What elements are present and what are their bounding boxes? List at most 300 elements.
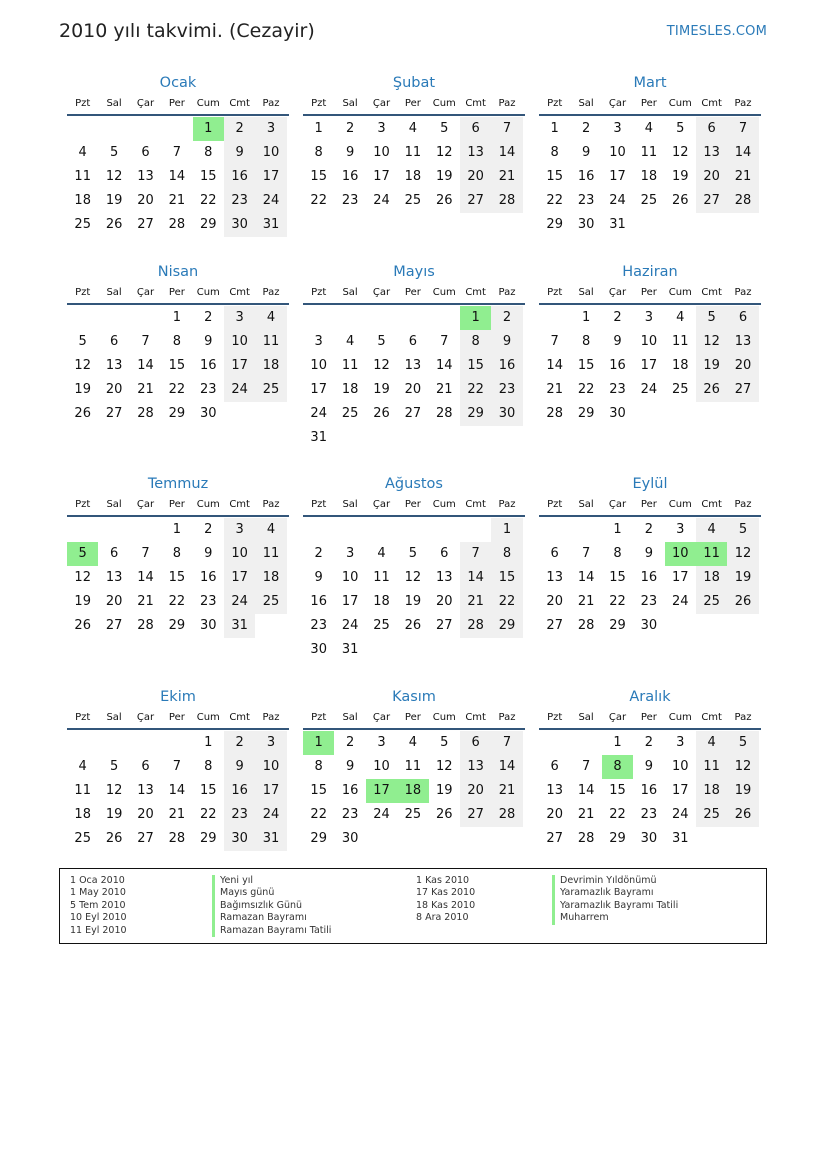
- month-name: Ocak: [159, 75, 197, 91]
- day-cell: 14: [137, 358, 154, 373]
- day-cell: 14: [460, 566, 491, 590]
- day-cell: 30: [640, 831, 658, 846]
- day-cell: 18: [696, 779, 727, 803]
- day-cell: 25: [640, 193, 658, 208]
- weekday-label: Çar: [372, 98, 391, 109]
- month-block: [539, 473, 761, 638]
- empty-cell: [397, 518, 428, 542]
- legend-holiday-name: Yaramazlık Bayramı Tatili: [552, 900, 678, 912]
- day-cell: 17: [255, 165, 286, 189]
- day-cell: 22: [609, 594, 626, 609]
- weekday-label: Cum: [668, 98, 692, 109]
- day-cell: 1: [204, 735, 213, 750]
- day-cell: 6: [460, 731, 491, 755]
- day-cell: 24: [373, 193, 390, 208]
- day-cell: 20: [137, 193, 154, 208]
- day-cell: 5: [696, 306, 727, 330]
- day-grid: [303, 518, 525, 662]
- day-cell: 5: [440, 121, 449, 136]
- day-cell: 28: [546, 406, 563, 421]
- day-cell: 26: [74, 406, 91, 421]
- day-cell: 6: [141, 759, 150, 774]
- weekday-label: Paz: [262, 499, 280, 510]
- weekday-label: Cum: [668, 499, 692, 510]
- weekday-label: Cum: [196, 98, 220, 109]
- weekday-label: Sal: [106, 287, 122, 298]
- day-cell: 21: [137, 594, 154, 609]
- day-cell: 26: [105, 217, 123, 232]
- day-cell: 17: [609, 169, 626, 184]
- day-cell: 28: [577, 618, 595, 633]
- weekday-label: Cmt: [701, 98, 722, 109]
- day-cell: 13: [546, 783, 563, 798]
- day-cell: 26: [404, 618, 422, 633]
- day-cell: 16: [341, 169, 359, 184]
- day-cell: 11: [696, 755, 727, 779]
- weekday-label: Çar: [608, 499, 627, 510]
- day-cell: 4: [255, 306, 286, 330]
- day-cell: 23: [577, 193, 595, 208]
- day-cell: 15: [310, 169, 327, 184]
- day-cell: 24: [224, 378, 255, 402]
- day-grid: [539, 306, 761, 426]
- empty-cell: [98, 117, 129, 141]
- day-cell: 30: [609, 406, 626, 421]
- weekday-label: Sal: [342, 499, 358, 510]
- day-cell: 8: [613, 546, 622, 561]
- day-cell: 14: [491, 141, 522, 165]
- day-cell: 17: [373, 169, 390, 184]
- legend-date: 17 Kas 2010: [416, 887, 476, 899]
- day-cell: 29: [609, 618, 626, 633]
- weekday-label: Çar: [136, 287, 155, 298]
- day-cell: 24: [255, 803, 286, 827]
- day-cell: 25: [373, 618, 390, 633]
- day-cell: 23: [341, 193, 359, 208]
- weekday-label: Çar: [608, 98, 627, 109]
- day-cell: 15: [609, 570, 626, 585]
- day-cell: 6: [460, 117, 491, 141]
- day-cell: 4: [408, 121, 417, 136]
- day-cell: 10: [255, 141, 286, 165]
- day-cell: 25: [255, 378, 286, 402]
- holiday-day-cell: 1: [460, 306, 491, 330]
- day-cell: 2: [224, 731, 255, 755]
- weekday-label: Cum: [668, 712, 692, 723]
- day-cell: 2: [204, 522, 213, 537]
- day-grid: [539, 731, 761, 851]
- month-name: Mart: [633, 75, 667, 91]
- day-cell: 17: [224, 566, 255, 590]
- month-block: [67, 473, 289, 638]
- day-cell: 6: [109, 334, 119, 349]
- day-cell: 13: [404, 358, 422, 373]
- day-cell: 24: [671, 594, 689, 609]
- weekday-label: Per: [168, 499, 185, 510]
- day-cell: 18: [404, 169, 422, 184]
- day-cell: 6: [440, 546, 449, 561]
- day-cell: 11: [341, 358, 359, 373]
- day-cell: 22: [546, 193, 563, 208]
- day-cell: 18: [671, 358, 689, 373]
- month-block: [539, 261, 761, 426]
- weekday-label: Per: [404, 98, 421, 109]
- legend-holiday-name: Bağımsızlık Günü: [212, 900, 331, 912]
- legend-holiday-name: Yaramazlık Bayramı: [552, 887, 678, 899]
- weekday-label: Çar: [372, 287, 391, 298]
- month-name: Kasım: [392, 689, 436, 705]
- day-cell: 7: [727, 117, 758, 141]
- day-cell: 15: [546, 169, 563, 184]
- day-cell: 11: [373, 570, 390, 585]
- day-cell: 2: [345, 735, 355, 750]
- day-cell: 19: [727, 779, 758, 803]
- day-cell: 19: [74, 382, 91, 397]
- day-cell: 14: [727, 141, 758, 165]
- day-cell: 17: [310, 382, 327, 397]
- day-grid: [539, 518, 761, 638]
- day-cell: 30: [199, 618, 217, 633]
- day-cell: 14: [168, 169, 186, 184]
- weekday-label: Cum: [432, 499, 456, 510]
- day-cell: 30: [310, 642, 327, 657]
- day-cell: 9: [345, 145, 355, 160]
- month-name: Ekim: [160, 689, 196, 705]
- weekday-header: [303, 96, 525, 116]
- weekday-label: Sal: [578, 499, 594, 510]
- day-cell: 3: [224, 306, 255, 330]
- day-cell: 13: [137, 783, 154, 798]
- day-cell: 16: [640, 783, 658, 798]
- day-cell: 21: [168, 807, 186, 822]
- day-cell: 4: [345, 334, 355, 349]
- day-cell: 25: [74, 217, 91, 232]
- weekday-header: [67, 96, 289, 116]
- weekday-label: Cmt: [229, 499, 250, 510]
- month-block: [67, 72, 289, 237]
- day-cell: 20: [105, 594, 123, 609]
- weekday-label: Çar: [608, 287, 627, 298]
- day-cell: 27: [137, 831, 154, 846]
- day-cell: 23: [199, 594, 217, 609]
- day-cell: 21: [168, 193, 186, 208]
- day-cell: 1: [550, 121, 559, 136]
- weekday-label: Cum: [432, 712, 456, 723]
- day-cell: 18: [373, 594, 390, 609]
- day-cell: 28: [168, 831, 186, 846]
- day-cell: 4: [255, 518, 286, 542]
- day-cell: 7: [581, 759, 591, 774]
- legend-date: 1 Oca 2010: [70, 875, 125, 886]
- day-cell: 18: [255, 354, 286, 378]
- day-grid: [539, 117, 761, 237]
- weekday-label: Cmt: [465, 499, 486, 510]
- day-cell: 12: [105, 169, 123, 184]
- day-cell: 19: [727, 566, 758, 590]
- day-grid: [303, 731, 525, 851]
- day-cell: 22: [199, 807, 217, 822]
- legend-holiday-name: Muharrem: [552, 912, 678, 924]
- day-cell: 20: [696, 165, 727, 189]
- day-cell: 22: [199, 193, 217, 208]
- day-cell: 4: [78, 759, 87, 774]
- day-cell: 1: [172, 522, 181, 537]
- weekday-label: Paz: [734, 712, 752, 723]
- day-cell: 22: [310, 193, 327, 208]
- page-title: 2010 yılı takvimi. (Cezayir): [59, 20, 315, 42]
- day-cell: 15: [491, 566, 522, 590]
- legend-right-names: [552, 875, 678, 925]
- weekday-label: Cmt: [701, 287, 722, 298]
- day-cell: 9: [204, 334, 213, 349]
- day-cell: 28: [491, 803, 522, 827]
- month-name: Haziran: [622, 264, 678, 280]
- weekday-label: Çar: [372, 712, 391, 723]
- day-cell: 7: [460, 542, 491, 566]
- weekday-label: Cum: [196, 712, 220, 723]
- day-cell: 2: [491, 306, 522, 330]
- day-cell: 26: [727, 590, 758, 614]
- day-cell: 27: [696, 189, 727, 213]
- day-cell: 23: [640, 807, 658, 822]
- day-cell: 16: [609, 358, 626, 373]
- empty-cell: [98, 306, 129, 330]
- day-cell: 7: [141, 334, 150, 349]
- empty-cell: [429, 306, 460, 330]
- day-cell: 22: [310, 807, 327, 822]
- day-cell: 17: [640, 358, 658, 373]
- day-cell: 11: [640, 145, 658, 160]
- day-cell: 20: [546, 807, 563, 822]
- day-cell: 28: [435, 406, 453, 421]
- day-cell: 14: [577, 783, 595, 798]
- day-cell: 2: [314, 546, 323, 561]
- day-cell: 8: [581, 334, 591, 349]
- day-cell: 1: [491, 518, 522, 542]
- month-name: Eylül: [632, 476, 668, 492]
- day-cell: 29: [546, 217, 563, 232]
- month-block: [303, 473, 525, 662]
- day-cell: 10: [609, 145, 626, 160]
- day-cell: 20: [404, 382, 422, 397]
- day-cell: 24: [609, 193, 626, 208]
- weekday-label: Per: [168, 712, 185, 723]
- month-block: [67, 261, 289, 426]
- day-cell: 15: [577, 358, 595, 373]
- day-cell: 21: [577, 594, 595, 609]
- empty-cell: [67, 306, 98, 330]
- day-cell: 10: [224, 542, 255, 566]
- day-cell: 1: [172, 310, 181, 325]
- day-cell: 11: [404, 145, 422, 160]
- day-cell: 18: [74, 193, 91, 208]
- day-cell: 8: [460, 330, 491, 354]
- day-cell: 19: [373, 382, 390, 397]
- day-cell: 30: [491, 402, 522, 426]
- day-cell: 19: [105, 193, 123, 208]
- day-grid: [67, 518, 289, 638]
- day-cell: 23: [609, 382, 626, 397]
- day-cell: 6: [696, 117, 727, 141]
- day-cell: 12: [404, 570, 422, 585]
- day-cell: 20: [137, 807, 154, 822]
- day-cell: 3: [255, 117, 286, 141]
- day-cell: 3: [224, 518, 255, 542]
- site-link[interactable]: TIMESLES.COM: [666, 24, 767, 39]
- day-cell: 8: [314, 145, 323, 160]
- day-cell: 13: [460, 755, 491, 779]
- month-name: Ağustos: [385, 476, 443, 492]
- day-cell: 29: [168, 618, 186, 633]
- day-cell: 8: [172, 334, 181, 349]
- day-cell: 27: [404, 406, 422, 421]
- weekday-label: Pzt: [311, 98, 327, 109]
- day-cell: 20: [435, 594, 453, 609]
- day-cell: 24: [255, 189, 286, 213]
- weekday-label: Cmt: [701, 499, 722, 510]
- day-cell: 10: [640, 334, 658, 349]
- weekday-label: Pzt: [75, 98, 91, 109]
- day-cell: 10: [224, 330, 255, 354]
- day-cell: 3: [676, 735, 685, 750]
- day-cell: 6: [109, 546, 119, 561]
- day-cell: 3: [345, 546, 355, 561]
- day-cell: 12: [696, 330, 727, 354]
- day-cell: 6: [550, 546, 559, 561]
- day-cell: 22: [168, 594, 186, 609]
- day-cell: 29: [310, 831, 327, 846]
- weekday-label: Per: [168, 287, 185, 298]
- month-block: [539, 72, 761, 237]
- day-cell: 15: [168, 358, 186, 373]
- day-grid: [67, 306, 289, 426]
- holiday-day-cell: 11: [696, 542, 727, 566]
- day-cell: 16: [491, 354, 522, 378]
- day-cell: 7: [491, 117, 522, 141]
- month-name: Mayıs: [393, 264, 435, 280]
- day-cell: 29: [199, 831, 217, 846]
- holiday-day-cell: 10: [665, 542, 696, 566]
- day-cell: 9: [644, 759, 653, 774]
- weekday-label: Paz: [262, 712, 280, 723]
- day-cell: 4: [696, 731, 727, 755]
- day-cell: 7: [172, 759, 181, 774]
- day-cell: 31: [255, 827, 286, 851]
- weekday-label: Per: [640, 712, 657, 723]
- day-cell: 4: [696, 518, 727, 542]
- day-cell: 31: [255, 213, 286, 237]
- weekday-label: Cum: [432, 287, 456, 298]
- day-cell: 13: [435, 570, 453, 585]
- day-cell: 12: [74, 570, 91, 585]
- weekday-label: Paz: [498, 287, 516, 298]
- empty-cell: [397, 306, 428, 330]
- day-cell: 4: [78, 145, 87, 160]
- day-cell: 31: [341, 642, 359, 657]
- empty-cell: [303, 306, 334, 330]
- day-cell: 24: [224, 590, 255, 614]
- weekday-label: Paz: [734, 287, 752, 298]
- holiday-day-cell: 1: [193, 117, 224, 141]
- day-cell: 22: [491, 590, 522, 614]
- day-cell: 17: [671, 783, 689, 798]
- empty-cell: [366, 306, 397, 330]
- weekday-label: Pzt: [547, 287, 563, 298]
- weekday-label: Paz: [262, 98, 280, 109]
- weekday-label: Per: [404, 712, 421, 723]
- day-cell: 12: [727, 542, 758, 566]
- day-cell: 25: [696, 803, 727, 827]
- day-cell: 12: [727, 755, 758, 779]
- empty-cell: [539, 731, 570, 755]
- day-cell: 23: [640, 594, 658, 609]
- month-block: [303, 261, 525, 450]
- day-cell: 21: [577, 807, 595, 822]
- day-cell: 2: [613, 310, 622, 325]
- day-grid: [67, 117, 289, 237]
- weekday-label: Per: [640, 98, 657, 109]
- weekday-label: Çar: [136, 712, 155, 723]
- empty-cell: [98, 518, 129, 542]
- day-cell: 18: [696, 566, 727, 590]
- day-cell: 27: [727, 378, 758, 402]
- weekday-header: [539, 96, 761, 116]
- month-block: [67, 686, 289, 851]
- day-cell: 8: [204, 759, 213, 774]
- day-cell: 11: [255, 542, 286, 566]
- day-cell: 31: [671, 831, 689, 846]
- day-cell: 16: [224, 165, 255, 189]
- day-cell: 9: [314, 570, 323, 585]
- legend-date: 11 Eyl 2010: [70, 924, 127, 936]
- day-cell: 31: [224, 614, 255, 638]
- weekday-label: Paz: [262, 287, 280, 298]
- day-cell: 29: [491, 614, 522, 638]
- day-cell: 9: [345, 759, 355, 774]
- day-cell: 26: [696, 378, 727, 402]
- day-cell: 14: [168, 783, 186, 798]
- day-cell: 20: [105, 382, 123, 397]
- day-cell: 6: [727, 306, 758, 330]
- day-cell: 9: [224, 141, 255, 165]
- day-cell: 29: [460, 402, 491, 426]
- day-cell: 11: [404, 759, 422, 774]
- holiday-day-cell: 17: [366, 779, 397, 803]
- weekday-label: Sal: [342, 712, 358, 723]
- day-cell: 9: [204, 546, 213, 561]
- weekday-label: Pzt: [75, 287, 91, 298]
- day-cell: 9: [581, 145, 591, 160]
- day-cell: 26: [671, 193, 689, 208]
- day-cell: 26: [435, 193, 453, 208]
- day-cell: 29: [609, 831, 626, 846]
- day-grid: [67, 731, 289, 851]
- day-cell: 15: [199, 783, 217, 798]
- weekday-label: Cmt: [465, 712, 486, 723]
- day-cell: 12: [373, 358, 390, 373]
- weekday-label: Per: [640, 499, 657, 510]
- day-cell: 30: [577, 217, 595, 232]
- day-cell: 16: [640, 570, 658, 585]
- day-cell: 29: [577, 406, 595, 421]
- day-cell: 3: [255, 731, 286, 755]
- day-cell: 12: [435, 759, 453, 774]
- day-cell: 16: [310, 594, 327, 609]
- day-cell: 14: [435, 358, 453, 373]
- day-cell: 10: [341, 570, 359, 585]
- empty-cell: [303, 518, 334, 542]
- day-cell: 16: [577, 169, 595, 184]
